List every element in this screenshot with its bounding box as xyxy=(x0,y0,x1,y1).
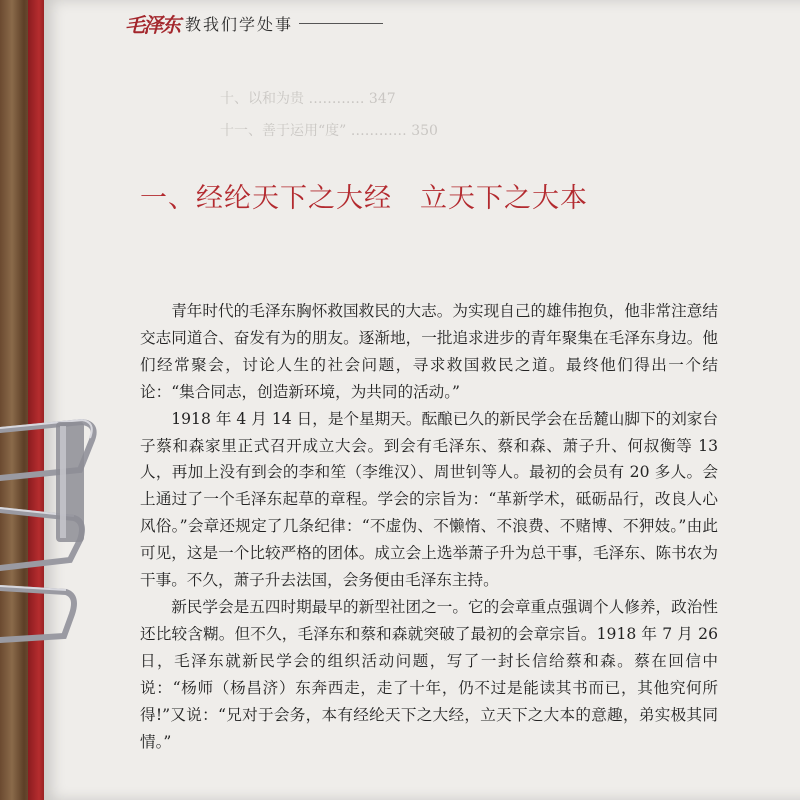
paragraph: 新民学会是五四时期最早的新型社团之一。它的会章重点强调个人修养，政治性还比较含糊。但不久，毛泽东和蔡和森就突破了最初的会章宗旨。1918 年 7 月 26 日，毛泽东就新民学会的组织活动问题，写了一封长信给蔡和森。蔡在回信中说：“杨师（杨昌济）东奔西走，走了十年，仍不过是能读其书而已，其他究何所得!”又说：“兄对于会务，本有经纶天下之大经，立天下之大本的意趣，弟实极其同情。” xyxy=(140,597,718,751)
paragraph: 青年时代的毛泽东胸怀救国救民的大志。为实现自己的雄伟抱负，他非常注意结交志同道合、奋发有为的朋友。逐渐地，一批追求进步的青年聚集在毛泽东身边。他们经常聚会，讨论人生的社会问题，寻求救国救民之道。最终他们得出一个结论：“集合同志，创造新环境，为共同的活动。” xyxy=(140,302,718,401)
calligraphy-logo: 毛泽东 xyxy=(125,12,179,37)
bleed-through-toc-line: 十一、善于运用“度” ………… 350 xyxy=(220,123,438,139)
running-header xyxy=(125,10,383,36)
bleed-through-toc-line: 十、以和为贵 ………… 347 xyxy=(220,91,396,107)
binder-clip-icon xyxy=(0,400,110,660)
header-title: 教我们学处事 xyxy=(185,14,294,34)
chapter-title: 一、经纶天下之大经 立天下之大本 xyxy=(140,183,588,214)
header-rule xyxy=(299,23,383,24)
body-text xyxy=(140,298,718,755)
paragraph: 1918 年 4 月 14 日，是个星期天。酝酿已久的新民学会在岳麓山脚下的刘家台子蔡和森家里正式召开成立大会。到会有毛泽东、蔡和森、萧子升、何叔衡等 13 人，再加上没有到会的李和笙（李维汉）、周世钊等人。最初的会员有 20 多人。会上通过了一个毛泽东起草的章程。学会的宗旨为：“革新学术，砥砺品行，改良人心风俗。”会章还规定了几条纪律：“不虚伪、不懒惰、不浪费、不赌博、不狎妓。”由此可见，这是一个比较严格的团体。成立会上选举萧子升为总干事，毛泽东、陈书农为干事。不久，萧子升去法国，会务便由毛泽东主持。 xyxy=(140,409,718,590)
